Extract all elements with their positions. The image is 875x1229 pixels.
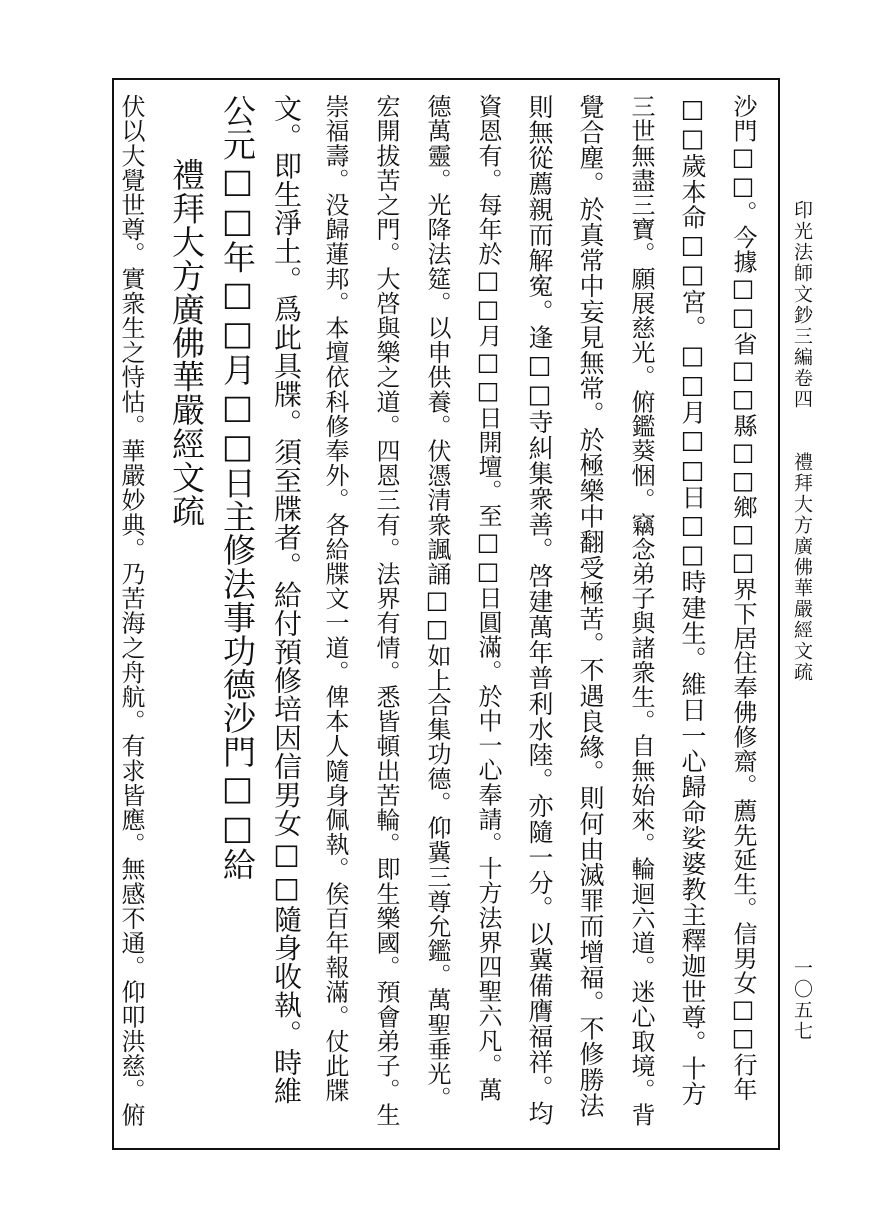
text-column-1: 沙門□□。今據□□省□□縣□□鄉□□界下居住奉佛修齋。薦先延生。信男女□□行年 [729, 94, 757, 1102]
text-column-10: 文。即生淨土。爲此具牒。須至牒者。給付預修培因信男女□□隨身收執。時維 [270, 94, 303, 1105]
text-column-8: 宏開拔苦之門。大啓與樂之道。四恩三有。法界有情。悉皆頓出苦輪。即生樂國。預會弟子。生 [372, 94, 400, 1128]
text-column-11: 公元□□年□□月□□日主修法事功德沙門□□給 [218, 94, 257, 882]
text-column-4: 覺合塵。於真常中妄見無常。於極樂中翻受極苦。不遇良緣。則何由滅罪而增福。不修勝法 [576, 94, 605, 1118]
text-column-5: 則無從薦親而解寃。逢□□寺糾集衆善。啓建萬年普利水陸。亦隨一分。以冀備膺福祥。均 [525, 94, 554, 1126]
text-column-6: 資恩有。每年於□□月□□日開壇。至□□日圓滿。於中一心奉請。十方法界四聖六凡。萬 [474, 94, 502, 1102]
text-column-13: 伏以大覺世尊。實衆生之恃怙。華嚴妙典。乃苦海之舟航。有求皆應。無感不通。仰叩洪慈。俯 [117, 94, 145, 1128]
margin-section-title: 禮拜大方廣佛華嚴經文疏 [791, 452, 813, 683]
text-column-9: 崇福壽。没歸蓮邦。本壇依科修奉外。各給牒文一道。俾本人隨身佩執。俟百年報滿。仗此牒 [321, 94, 349, 1103]
text-column-7: 德萬靈。光降法筵。以申供養。伏憑清衆諷誦□□如上合集功德。仰冀三尊允鑑。萬聖垂光。 [423, 94, 451, 1111]
margin-book-title: 印光法師文鈔三編卷四 [791, 200, 813, 410]
text-column-3: 三世無盡三寶。願展慈光。俯鑑葵悃。竊念弟子與諸衆生。自無始來。輪迴六道。迷心取境。背 [627, 94, 655, 1128]
margin-page-number: 一〇五七 [791, 958, 813, 1042]
text-column-12-heading: 禮拜大方廣佛華嚴經文疏 [167, 158, 206, 528]
text-column-2: □□歲本命□□宮。□□月□□日□□時建生。維日一心歸命娑婆教主釋迦世尊。十方 [678, 94, 707, 1107]
